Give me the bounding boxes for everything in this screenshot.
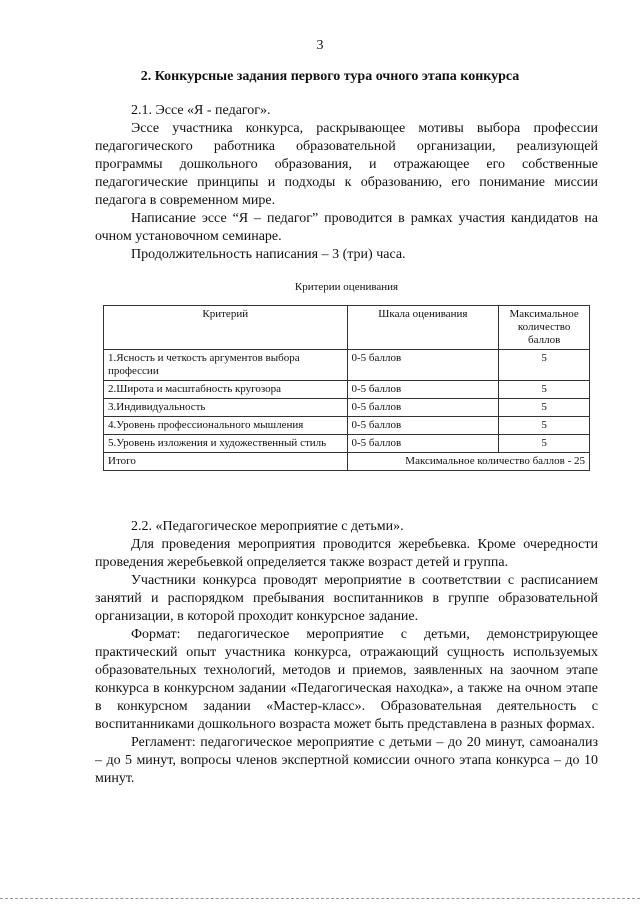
scale-cell: 0-5 баллов [347,417,499,435]
section-event [95,518,598,788]
essay-paragraph-2: Написание эссе “Я – педагог” проводится в рамках участия кандидатов на очном установочном семинаре. [95,211,598,244]
scale-cell: 0-5 баллов [347,399,499,417]
page-number: 3 [316,38,324,53]
max-score-cell: 5 [499,417,590,435]
criteria-table [103,305,590,471]
criterion-cell: 2.Широта и масштабность кругозора [104,381,348,399]
event-paragraph-3: Формат: педагогическое мероприятие с детьми, демонстрирующее практический опыт участника конкурса, отражающий сущность используемых образовательных технологий, методов и приемов, заявленных на заочном этапе конкурса в конкурсном задании «Педагогическая находка», а также на очном этапе в конкурсном задании «Мастер-класс». Образовательная деятельность с воспитанниками дошкольного возраста может быть представлена в разных формах. [95,627,598,732]
criterion-cell: 4.Уровень профессионального мышления [104,417,348,435]
event-paragraph-2: Участники конкурса проводят мероприятие в соответствии с расписанием занятий и распорядком пребывания воспитанников в группе образовательной организации, в которой проходит конкурсное задание. [95,573,598,624]
header-scale: Шкала оценивания [347,306,499,350]
essay-title: 2.1. Эссе «Я - педагог». [131,103,271,118]
header-criterion: Критерий [104,306,348,350]
max-score-cell: 5 [499,381,590,399]
max-score-cell: 5 [499,350,590,381]
essay-paragraph-3: Продолжительность написания – 3 (три) часа. [131,247,406,262]
event-paragraph-4: Регламент: педагогическое мероприятие с детьми – до 20 минут, самоанализ – до 5 минут, вопросы членов экспертной комиссии очного этапа конкурса – до 10 минут. [95,735,598,786]
table-row [104,381,590,399]
total-value: Максимальное количество баллов - 25 [347,453,590,471]
footer-divider [0,898,640,899]
table-row [104,350,590,381]
table-total-row [104,453,590,471]
max-score-cell: 5 [499,435,590,453]
criterion-cell: 3.Индивидуальность [104,399,348,417]
header-max-score: Максимальное количество баллов [499,306,590,350]
criterion-cell: 5.Уровень изложения и художественный стиль [104,435,348,453]
max-score-cell: 5 [499,399,590,417]
scale-cell: 0-5 баллов [347,350,499,381]
section-heading: 2. Конкурсные задания первого тура очного этапа конкурса [140,69,520,84]
total-label: Итого [104,453,348,471]
event-paragraph-1: Для проведения мероприятия проводится жеребьевка. Кроме очередности проведения жеребьевкой определяется также возраст детей и группа. [95,537,598,570]
table-header-row [104,306,590,350]
essay-paragraph-1: Эссе участника конкурса, раскрывающее мотивы выбора профессии педагогического работника образовательной организации, реализующей программы дошкольного образования, и отражающее его собственные педагогические принципы и подходы к образованию, его понимание миссии педагога в современном мире. [95,121,598,208]
scale-cell: 0-5 баллов [347,381,499,399]
event-title: 2.2. «Педагогическое мероприятие с детьми». [131,519,404,534]
table-caption: Критерии оценивания [294,281,399,293]
table-row [104,399,590,417]
section-essay [95,102,598,264]
table-row [104,435,590,453]
scale-cell: 0-5 баллов [347,435,499,453]
table-row [104,417,590,435]
criterion-cell: 1.Ясность и четкость аргументов выбора профессии [104,350,348,381]
